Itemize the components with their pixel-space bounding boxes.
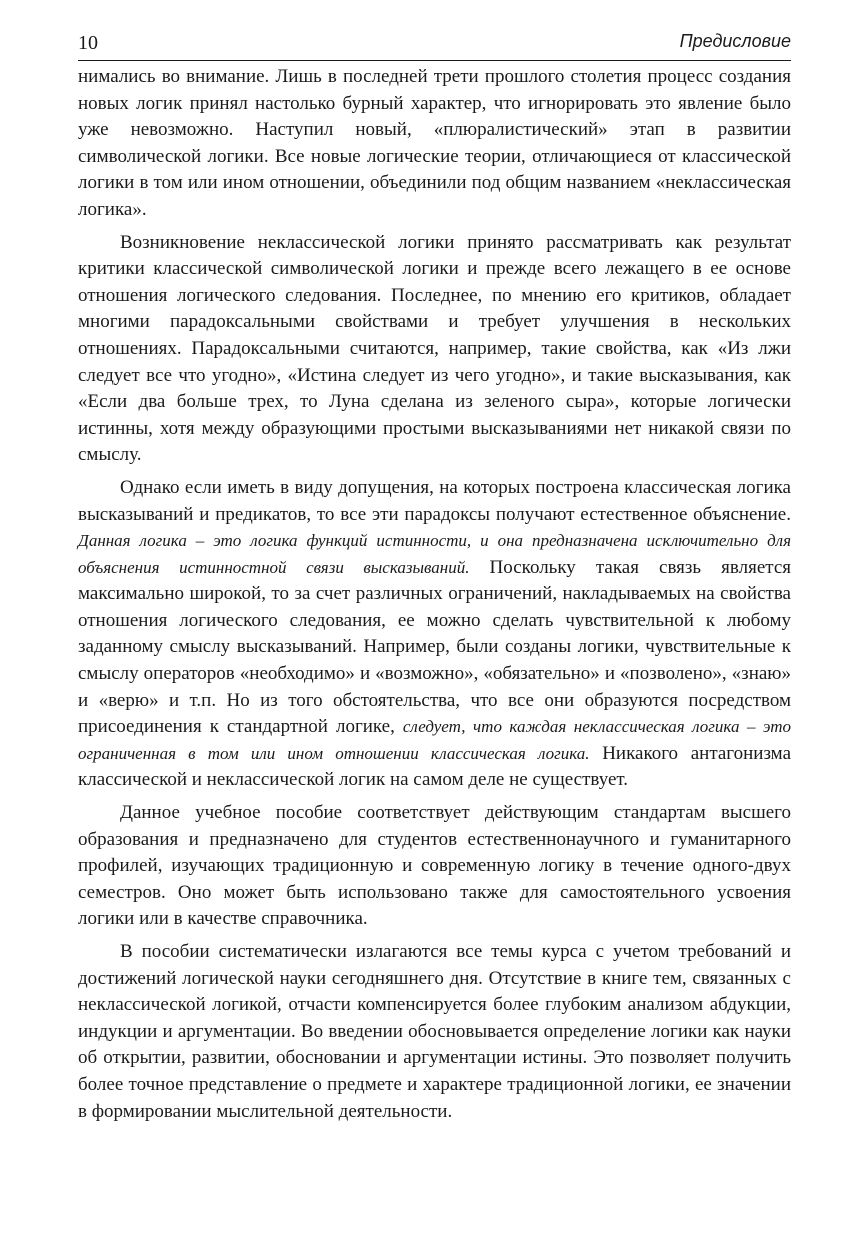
emphasis-text: следует, что каждая неклассическая логика – это ограниченная в том или ином отношении классическая логика. xyxy=(78,717,791,763)
paragraph xyxy=(78,939,791,1125)
page-number: 10 xyxy=(78,32,98,54)
paragraph xyxy=(78,800,791,933)
paragraph-text: Никакого антагонизма классической и неклассической логик на самом деле не существует. xyxy=(78,742,792,791)
paragraph-text: Поскольку такая связь является максимально широкой, то за счет различных ограничений, накладываемых на свойства отношения логического следования, ее можно сделать чувствительной к любому заданному смыслу высказываний. Например, были созданы логики, чувствительные к смыслу операторов «необходимо» и «возможно», «обязательно» и «позволено», «знаю» и «верю» и т.п. Но из того обстоятельства, что все они образуются посредством присоединения к стандартной логике, xyxy=(78,556,791,738)
page-header xyxy=(78,30,791,61)
paragraph-text: В пособии систематически излагаются все темы курса с учетом требований и достижений логической науки сегодняшнего дня. Отсутствие в книге тем, связанных с неклассической логикой, отчасти компенсируется более глубоким анализом абдукции, индукции и аргументации. Во введении обосновывается определение логики как науки об открытии, развитии, обосновании и аргументации истины. Это позволяет получить более точное представление о предмете и характере традиционной логики, ее значении в формировании мыслительной деятельности. xyxy=(78,941,791,1122)
paragraph-text: нимались во внимание. Лишь в последней трети прошлого столетия процесс создания новых логик принял настолько бурный характер, что игнорировать это явление было уже невозможно. Наступил новый, «плюралистический» этап в развитии символической логики. Все новые логические теории, отличающиеся от классической логики в том или ином отношении, объединили под общим названием «неклассическая логика». xyxy=(78,66,791,220)
running-title: Предисловие xyxy=(679,31,791,51)
paragraph-text: Однако если иметь в виду допущения, на которых построена классическая логика высказываний и предикатов, то все эти парадоксы получают естественное объяснение. xyxy=(78,476,791,525)
paragraph xyxy=(78,64,791,224)
paragraph-text: Возникновение неклассической логики принято рассматривать как результат критики классической символической логики и прежде всего лежащего в ее основе отношения логического следования. Последнее, по мнению его критиков, обладает многими парадоксальными свойствами и требует улучшения в нескольких отношениях. Парадоксальными считаются, например, такие свойства, как «Из лжи следует все что угодно», «Истина следует из чего угодно», и такие высказывания, как «Если два больше трех, то Луна сделана из зеленого сыра», которые логически истинны, хотя между образующими простыми высказываниями нет никакой связи по смыслу. xyxy=(78,231,791,466)
paragraph-text: Данное учебное пособие соответствует действующим стандартам высшего образования и предназначено для студентов естественнонаучного и гуманитарного профилей, изучающих традиционную и современную логику в течение одного-двух семестров. Оно может быть использовано также для самостоятельного усвоения логики или в качестве справочника. xyxy=(78,802,791,930)
paragraph xyxy=(78,230,791,469)
emphasis-text: Данная логика – это логика функций истинности, и она предназначена исключительно для объяснения истинностной связи высказываний. xyxy=(78,531,791,577)
paragraph xyxy=(78,475,791,794)
body-text xyxy=(78,64,791,1131)
